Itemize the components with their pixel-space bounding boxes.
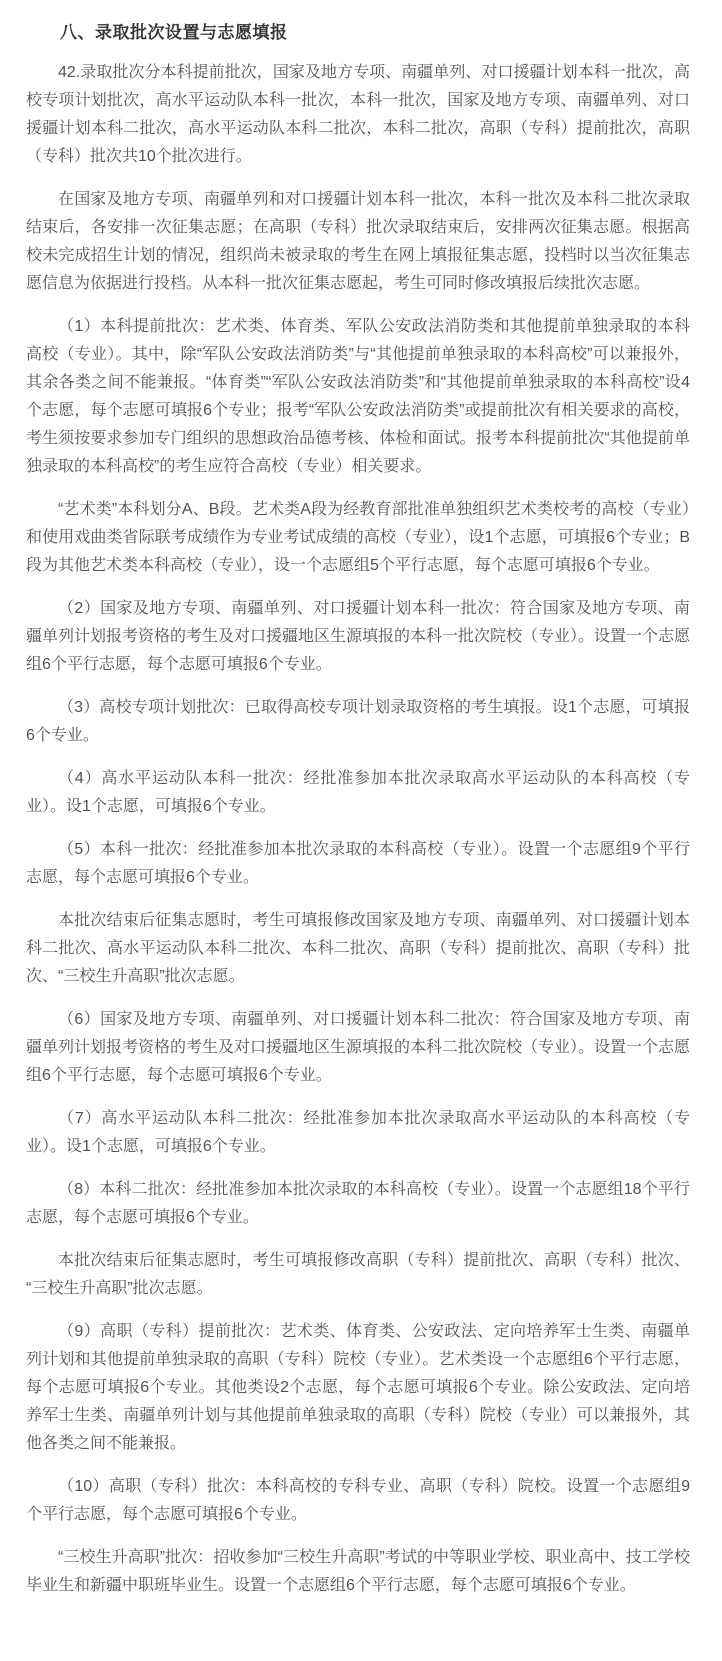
paragraph-after-batch-note-2: 本批次结束后征集志愿时，考生可填报修改高职（专科）提前批次、高职（专科）批次、“三校生升高职”批次志愿。 [26, 1252, 690, 1297]
paragraph-intro-batches: 42.录取批次分本科提前批次，国家及地方专项、南疆单列、对口援疆计划本科一批次，高校专项计划批次，高水平运动队本科一批次，本科一批次，国家及地方专项、南疆单列、对口援疆计划本科二批次，高水平运动队本科二批次，本科二批次，高职（专科）提前批次，高职（专科）批次共10个批次进行。 [26, 64, 690, 165]
paragraph-item-3: （3）高校专项计划批次：已取得高校专项计划录取资格的考生填报。设1个志愿，可填报6个专业。 [26, 699, 690, 744]
paragraph-item-1: （1）本科提前批次：艺术类、体育类、军队公安政法消防类和其他提前单独录取的本科高校（专业）。其中，除“军队公安政法消防类”与“其他提前单独录取的本科高校”可以兼报外，其余各类之间不能兼报。“体育类”“军队公安政法消防类”和“其他提前单独录取的本科高校”设4个志愿，每个志愿可填报6个专业；报考“军队公安政法消防类”或提前批次有相关要求的高校，考生须按要求参加专门组织的思想政治品德考核、体检和面试。报考本科提前批次“其他提前单独录取的本科高校”的考生应符合高校（专业）相关要求。 [26, 318, 690, 475]
paragraph-item-2: （2）国家及地方专项、南疆单列、对口援疆计划本科一批次：符合国家及地方专项、南疆单列计划报考资格的考生及对口援疆地区生源填报的本科一批次院校（专业）。设置一个志愿组6个平行志愿，每个志愿可填报6个专业。 [26, 600, 691, 673]
paragraph-after-batch-note-1: 本批次结束后征集志愿时，考生可填报修改国家及地方专项、南疆单列、对口援疆计划本科二批次、高水平运动队本科二批次、本科二批次、高职（专科）提前批次、高职（专科）批次、“三校生升高职”批次志愿。 [26, 912, 690, 985]
paragraph-item-5: （5）本科一批次：经批准参加本批次录取的本科高校（专业）。设置一个志愿组9个平行志愿，每个志愿可填报6个专业。 [26, 841, 690, 886]
paragraph-item-4: （4）高水平运动队本科一批次：经批准参加本批次录取高水平运动队的本科高校（专业）。设1个志愿，可填报6个专业。 [26, 770, 690, 815]
paragraph-item-8: （8）本科二批次：经批准参加本批次录取的本科高校（专业）。设置一个志愿组18个平行志愿，每个志愿可填报6个专业。 [26, 1181, 690, 1226]
section-heading: 八、录取批次设置与志愿填报 [60, 23, 288, 42]
paragraph-item-7: （7）高水平运动队本科二批次：经批准参加本批次录取高水平运动队的本科高校（专业）。设1个志愿，可填报6个专业。 [26, 1110, 690, 1155]
paragraph-sanxiaosheng: “三校生升高职”批次：招收参加“三校生升高职”考试的中等职业学校、职业高中、技工学校毕业生和新疆中职班毕业生。设置一个志愿组6个平行志愿，每个志愿可填报6个专业。 [26, 1549, 690, 1594]
paragraph-item-9: （9）高职（专科）提前批次：艺术类、体育类、公安政法、定向培养军士生类、南疆单列计划和其他提前单独录取的高职（专科）院校（专业）。艺术类设一个志愿组6个平行志愿，每个志愿可填报6个专业。其他类设2个志愿，每个志愿可填报6个专业。除公安政法、定向培养军士生类、南疆单列计划与其他提前单独录取的高职（专科）院校（专业）可以兼报外，其他各类之间不能兼报。 [26, 1323, 690, 1452]
paragraph-art-ab-section: “艺术类”本科划分A、B段。艺术类A段为经教育部批准单独组织艺术类校考的高校（专业）和使用戏曲类省际联考成绩作为专业考试成绩的高校（专业），设1个志愿，可填报6个专业；B段为其他艺术类本科高校（专业），设一个志愿组5个平行志愿，每个志愿可填报6个专业。 [26, 501, 690, 574]
paragraph-collect-volunteer: 在国家及地方专项、南疆单列和对口援疆计划本科一批次，本科一批次及本科二批次录取结束后，各安排一次征集志愿；在高职（专科）批次录取结束后，安排两次征集志愿。根据高校未完成招生计划的情况，组织尚未被录取的考生在网上填报征集志愿，投档时以当次征集志愿信息为依据进行投档。从本科一批次征集志愿起，考生可同时修改填报后续批次志愿。 [26, 191, 690, 292]
paragraph-item-6: （6）国家及地方专项、南疆单列、对口援疆计划本科二批次：符合国家及地方专项、南疆单列计划报考资格的考生及对口援疆地区生源填报的本科二批次院校（专业）。设置一个志愿组6个平行志愿，每个志愿可填报6个专业。 [26, 1011, 691, 1084]
paragraph-item-10: （10）高职（专科）批次：本科高校的专科专业、高职（专科）院校。设置一个志愿组9个平行志愿，每个志愿可填报6个专业。 [26, 1478, 690, 1523]
